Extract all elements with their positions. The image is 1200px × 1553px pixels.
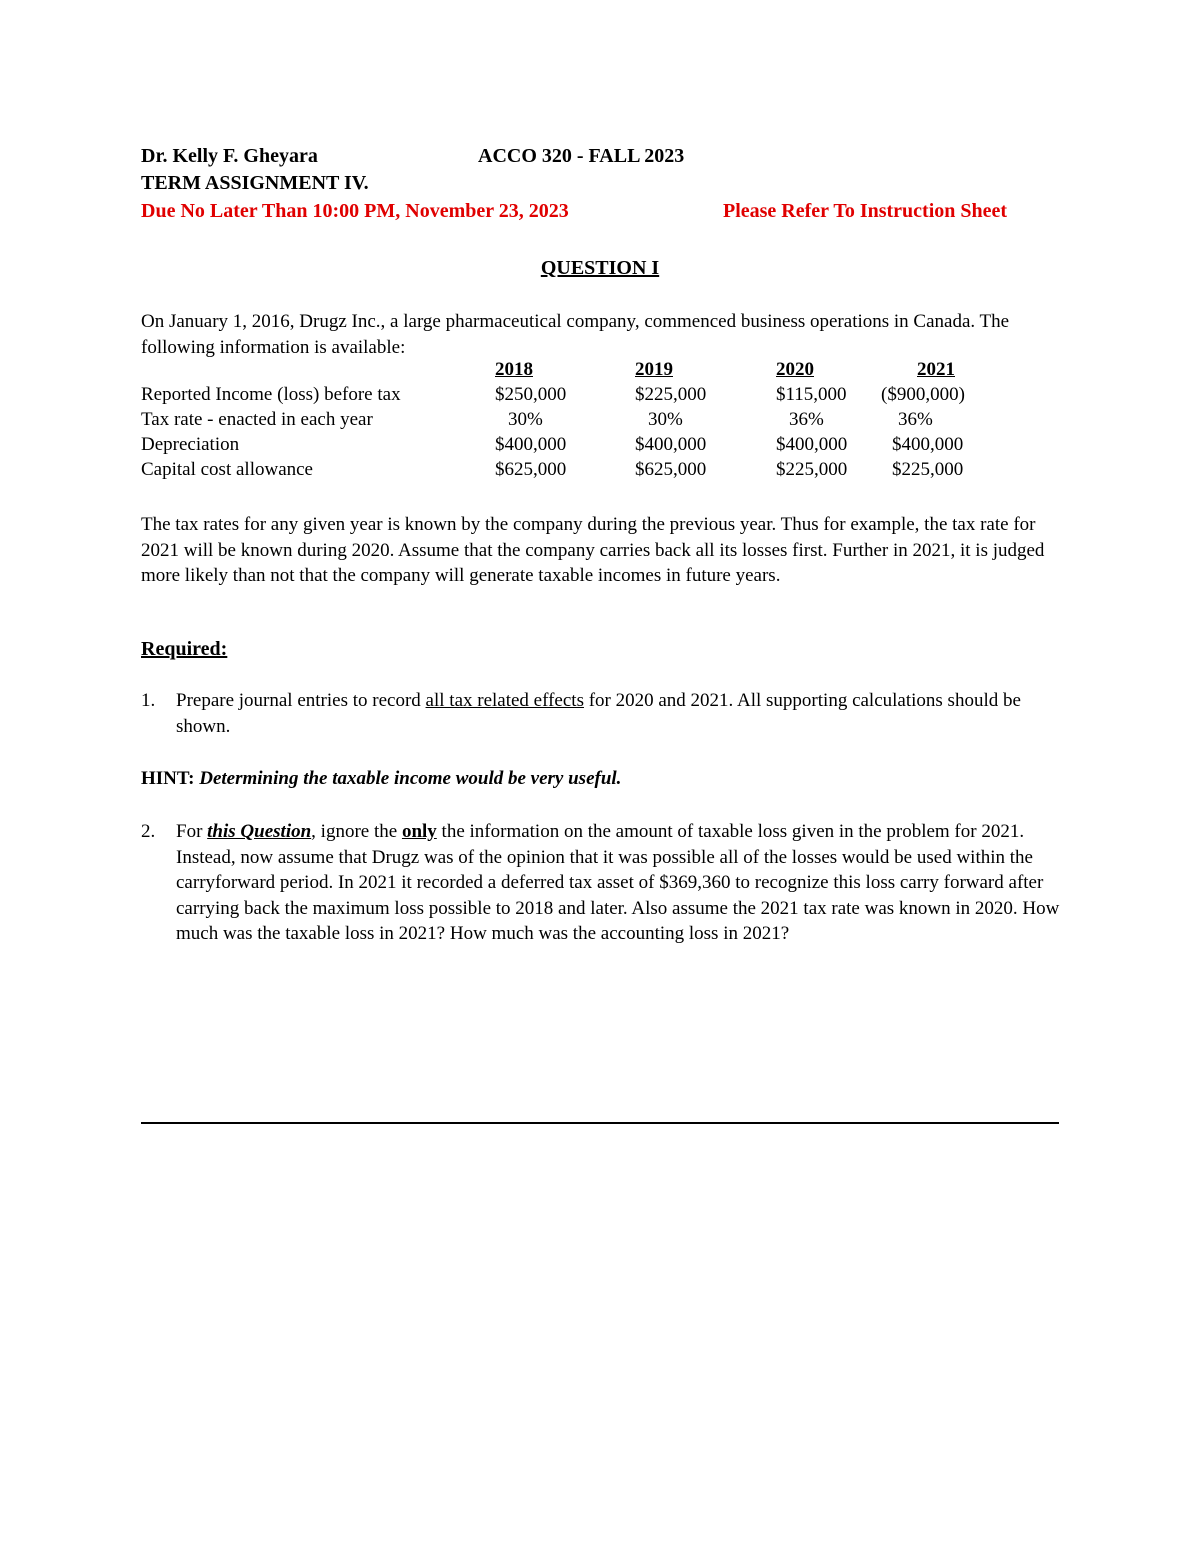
list-number: 2.	[141, 821, 156, 842]
table-cell: 36%	[898, 409, 933, 430]
year-header: 2019	[635, 359, 673, 380]
table-cell: $225,000	[635, 384, 707, 405]
table-cell: $400,000	[495, 434, 567, 455]
row-label: Capital cost allowance	[141, 459, 313, 480]
year-header: 2018	[495, 359, 533, 380]
table-cell: $400,000	[776, 434, 848, 455]
list-item	[141, 819, 1061, 947]
table-cell: $115,000	[776, 384, 847, 405]
list-item-text	[176, 819, 1061, 947]
item-text: , ignore the	[311, 821, 402, 842]
horizontal-rule	[141, 1122, 1059, 1124]
table-cell: $400,000	[892, 434, 964, 455]
hint	[141, 768, 621, 790]
emphasis-text: only	[401, 821, 437, 842]
table-cell: $250,000	[495, 384, 567, 405]
assumptions-paragraph: The tax rates for any given year is known by the company during the previous year. Thus for example, the tax rate for 2021 will be known during 2020. Assume that the company carries back all its losses first. Further in 2021, it is judged more likely than not that the company will generate taxable incomes in future years.	[141, 514, 1045, 586]
author-name: Dr. Kelly F. Gheyara	[141, 145, 318, 167]
item-text: For	[176, 821, 208, 842]
year-header: 2020	[776, 359, 814, 380]
emphasis-text: all tax related effects	[425, 690, 584, 711]
row-label: Reported Income (loss) before tax	[141, 384, 401, 405]
year-header: 2021	[917, 359, 955, 380]
list-item	[141, 688, 1061, 739]
table-cell: $400,000	[635, 434, 707, 455]
table-cell: $625,000	[635, 459, 707, 480]
course-title: ACCO 320 - FALL 2023	[478, 145, 685, 167]
table-cell: $225,000	[776, 459, 848, 480]
hint-text: Determining the taxable income would be very useful.	[199, 768, 622, 789]
table-cell: 36%	[789, 409, 824, 430]
row-label: Tax rate - enacted in each year	[141, 409, 373, 430]
hint-label: HINT:	[141, 768, 200, 789]
list-item-text	[176, 688, 1061, 739]
item-text: the information on the amount of taxable loss given in the problem for 2021. Instead, now assume that Drugz was of the opinion that it was possible all of the losses would be used within the carryforward period. In 2021 it recorded a deferred tax asset of $369,360 to recognize this loss carry forward after carrying back the maximum loss possible to 2018 and later. Also assume the 2021 tax rate was known in 2020. How much was the taxable loss in 2021? How much was the accounting loss in 2021?	[176, 821, 1060, 944]
question-title: QUESTION I	[540, 257, 660, 279]
item-text: for 2020 and 2021. All supporting calculations should be shown.	[176, 690, 1021, 737]
table-cell: $625,000	[495, 459, 567, 480]
intro-paragraph: On January 1, 2016, Drugz Inc., a large pharmaceutical company, commenced business operations in Canada. The following information is available:	[141, 311, 1010, 358]
due-date: Due No Later Than 10:00 PM, November 23, 2023	[141, 200, 569, 222]
table-cell: 30%	[648, 409, 683, 430]
required-heading: Required:	[141, 638, 228, 660]
instruction-reference: Please Refer To Instruction Sheet	[723, 200, 1008, 222]
emphasis-text: this Question	[207, 821, 312, 842]
list-number: 1.	[141, 690, 156, 711]
row-label: Depreciation	[141, 434, 240, 455]
assignment-title: TERM ASSIGNMENT IV.	[141, 172, 369, 194]
item-text: Prepare journal entries to record	[176, 690, 426, 711]
table-cell: $225,000	[892, 459, 964, 480]
table-cell: ($900,000)	[881, 384, 965, 405]
table-cell: 30%	[508, 409, 543, 430]
